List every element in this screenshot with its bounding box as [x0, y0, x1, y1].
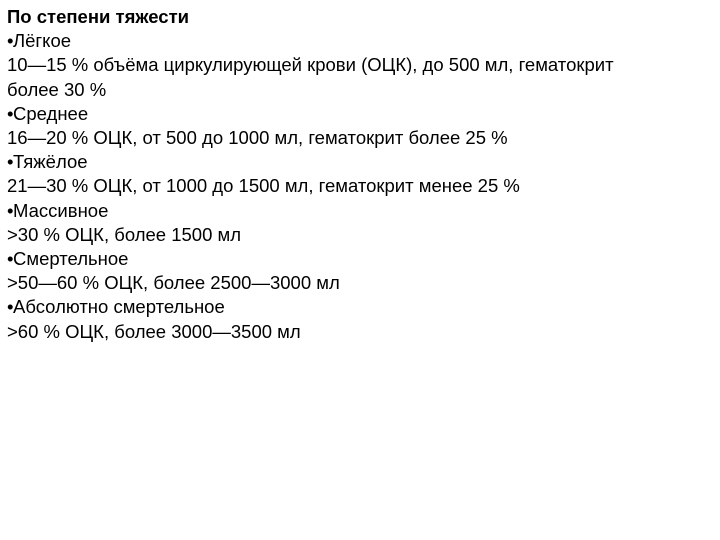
level-detail: более 30 % — [7, 78, 107, 100]
level-detail: 21—30 % ОЦК, от 1000 до 1500 мл, гематокрит менее 25 % — [7, 175, 520, 197]
level-item-severe — [7, 150, 707, 174]
level-item-lethal — [7, 247, 707, 271]
heading: По степени тяжести — [7, 6, 190, 27]
level-name: Массивное — [13, 199, 109, 221]
level-item-absolutely-lethal — [7, 295, 707, 319]
bullet-icon: • — [7, 102, 14, 124]
bullet-icon: • — [7, 296, 14, 318]
level-name: Лёгкое — [13, 30, 72, 52]
bullet-icon: • — [7, 199, 14, 221]
level-name: Среднее — [13, 102, 89, 124]
level-name: Тяжёлое — [13, 151, 88, 173]
level-item-mild — [7, 29, 707, 53]
level-detail: 10—15 % объёма циркулирующей крови (ОЦК), до 500 мл, гематокрит — [7, 54, 614, 76]
text-block — [7, 5, 707, 344]
level-item-massive — [7, 199, 707, 223]
bullet-icon: • — [7, 248, 14, 270]
level-detail: >30 % ОЦК, более 1500 мл — [7, 223, 242, 245]
level-item-moderate — [7, 102, 707, 126]
level-detail: 16—20 % ОЦК, от 500 до 1000 мл, гематокрит более 25 % — [7, 127, 508, 149]
bullet-icon: • — [7, 151, 14, 173]
level-detail: >60 % ОЦК, более 3000—3500 мл — [7, 320, 301, 342]
level-name: Абсолютно смертельное — [13, 296, 225, 318]
level-name: Смертельное — [13, 248, 129, 270]
bullet-icon: • — [7, 30, 14, 52]
level-detail: >50—60 % ОЦК, более 2500—3000 мл — [7, 272, 340, 294]
